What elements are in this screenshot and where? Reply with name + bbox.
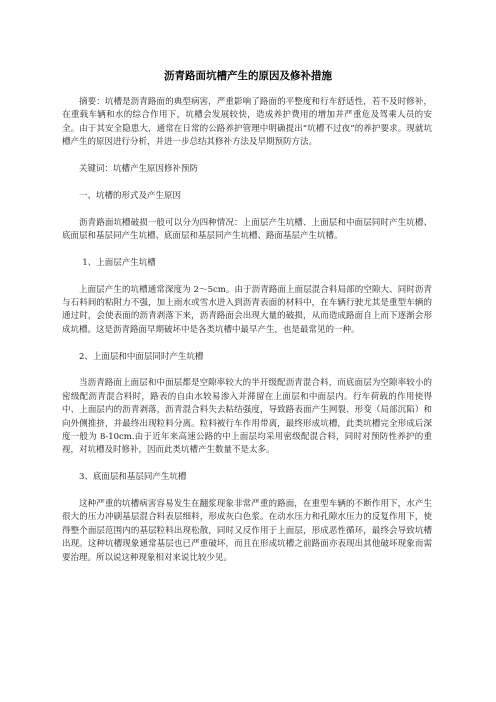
subsection-paragraph: 上面层产生的坑槽通常深度为 2～5cm。由于沥青路面上面层混合料局部的空隙大、同时沥青与石料间的粘附力不强，加上雨水或雪水进入到沥青表面的材料中，在车辆行驶尤其是重型车辆的通过时，会使表面的沥青剥落下来，沥青路面会出现大量的破损，从而造成路面自上而下逐渐会形成坑槽。这是沥青路面早期破坏中是各类坑槽中最早产生，也是最常见的一种。 (62, 284, 432, 335)
abstract-paragraph: 摘要：坑槽是沥青路面的典型病害，严重影响了路面的平整度和行车舒适性，若不及时修补，在重载车辆和水的综合作用下，坑槽会发展较快，造成养护费用的增加并严重危及驾乘人员的安全。由于其安全隐患大，通常在日常的公路养护管理中明确提出“坑槽不过夜”的养护要求。现就坑槽产生的原因进行分析，并进一步总结其修补方法及早期预防方法。 (62, 97, 432, 148)
document-title: 沥青路面坑槽产生的原因及修补措施 (164, 70, 332, 82)
subsection-heading: 2、上面层和中面层同时产生坑槽 (79, 351, 204, 362)
keywords-line: 关键词：坑槽产生原因修补预防 (79, 164, 199, 175)
subsection-paragraph: 这种严重的坑槽病害容易发生在翻浆现象非常严重的路面，在重型车辆的不断作用下，水产生很大的压力冲刷基层混合料表层细料，形成灰白色浆。在动水压力和孔隙水压力的反复作用下，使得整个面层范围内的基层粒料出现松散，同时又反作用于上面层，形成恶性循环，最终会导致坑槽出现。这种坑槽现象通常基层也已严重破坏，而且在形成坑槽之前路面亦表现出其他破坏现象而需要治理。所以说这种现象相对来说比较少见。 (62, 499, 432, 563)
subsection-paragraph: 当沥青路面上面层和中面层都是空隙率较大的半开级配沥青混合料，而底面层为空隙率较小的密级配沥青混合料时，路表的自由水较易渗入并滞留在上面层和中面层内。行车荷载的作用使得中、上面层内的沥青剥落，沥青混合料失去粘结强度，导致路表面产生网裂、形变（局部沉陷）和向外侧推挤，并最终出现粒料分离。粒料被行车作用带离，最终形成坑槽，此类坑槽完全形成后深度一般为 8-10cm.由于近年来高速公路的中上面层均采用密级配混合料，同时对预防性养护的重视，对坑槽及时修补，因而此类坑槽产生数量不是太多。 (62, 378, 432, 456)
subsection-heading: 1、上面层产生坑槽 (82, 257, 156, 268)
section-intro-paragraph: 沥青路面坑槽破损一般可以分为四种情况：上面层产生坑槽、上面层和中面层同时产生坑槽、底面层和基层同产生坑槽、底面层和基层同产生坑槽、路面基层产生坑槽。 (62, 217, 432, 242)
document-body (62, 96, 432, 565)
subsection-heading: 3、底面层和基层同产生坑槽 (79, 472, 187, 483)
section-heading: 一、坑槽的形式及产生原因 (79, 190, 182, 201)
